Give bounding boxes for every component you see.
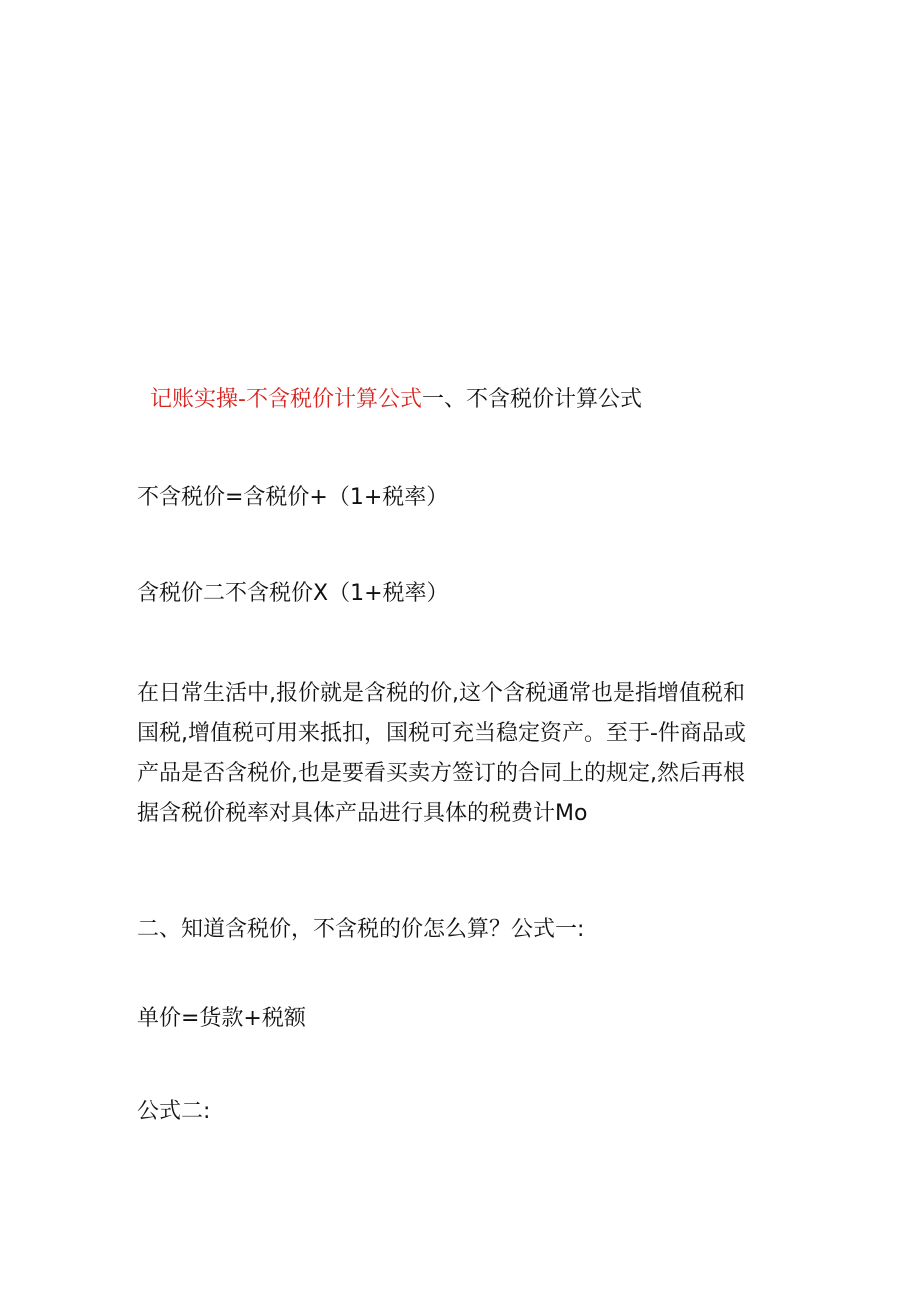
paragraph-line: 产品是否含税价,也是要看买卖方签订的合同上的规定,然后再根 [137, 761, 745, 786]
formula-excl-tax-price: 不含税价=含税价+（1+税率） [137, 485, 449, 510]
explanation-paragraph [137, 674, 797, 834]
title-red-part: 记账实操-不含税价计算公式 [150, 387, 422, 412]
paragraph-line: 据含税价税率对具体产品进行具体的税费计Mo [137, 801, 588, 826]
document-title [150, 386, 642, 414]
formula-two-label: 公式二: [137, 1099, 211, 1124]
paragraph-line: 国税,增值税可用来抵扣，国税可充当稳定资产。至于-件商品或 [137, 721, 746, 746]
section-heading-two: 二、知道含税价，不含税的价怎么算？公式一: [137, 917, 585, 942]
paragraph-line: 在日常生活中,报价就是含税的价,这个含税通常也是指增值税和 [137, 681, 745, 706]
formula-unit-price: 单价=货款+税额 [137, 1006, 306, 1031]
title-black-part: 一、不含税价计算公式 [421, 387, 642, 412]
formula-incl-tax-price: 含税价二不含税价X（1+税率） [137, 581, 449, 606]
